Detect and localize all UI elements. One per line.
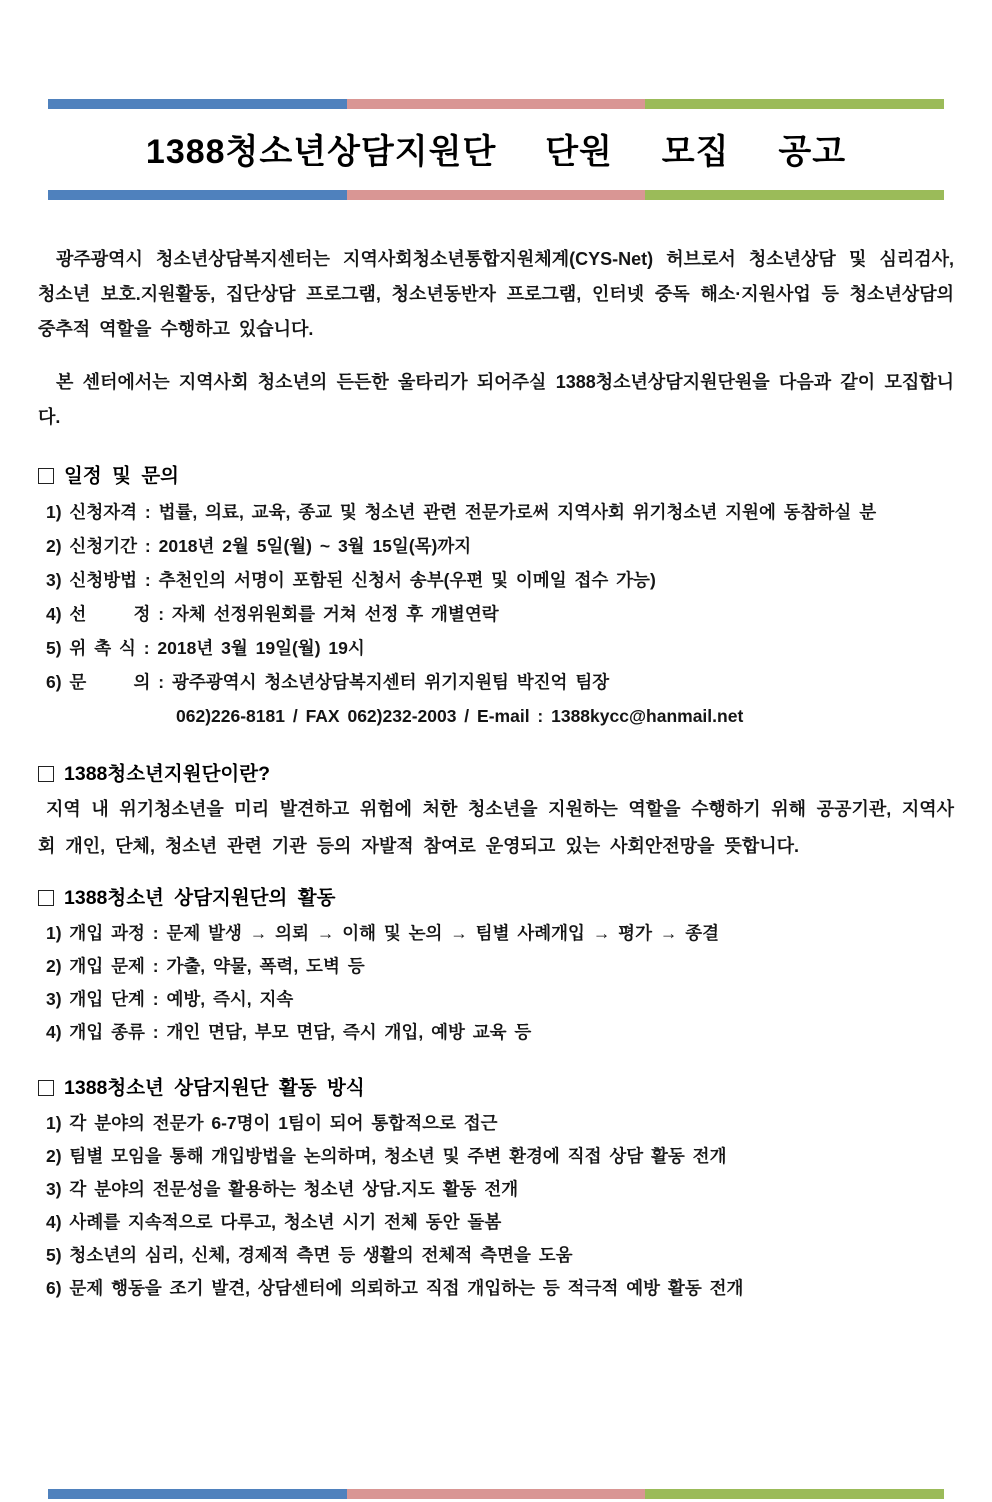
section-header-methods — [38, 1073, 954, 1103]
header-accent-bar-top — [48, 99, 944, 109]
checkbox-square-icon — [38, 766, 54, 782]
list-item: 2) 신청기간 : 2018년 2월 5일(월) ~ 3월 15일(목)까지 — [46, 536, 472, 556]
contact-info-line: 062)226-8181 / FAX 062)232-2003 / E-mail : 1388kycc@hanmail.net — [176, 706, 744, 726]
section-title: 일정 및 문의 — [64, 465, 180, 487]
bar-segment-blue — [48, 1489, 347, 1499]
bar-segment-green — [645, 190, 944, 200]
list-item: 5) 청소년의 심리, 신체, 경제적 측면 등 생활의 전체적 측면을 도움 — [46, 1245, 573, 1265]
list-item: 3) 각 분야의 전문성을 활용하는 청소년 상담.지도 활동 전개 — [46, 1179, 519, 1199]
schedule-list — [38, 495, 954, 733]
list-item: 4) 사례를 지속적으로 다루고, 청소년 시기 전체 동안 돌봄 — [46, 1212, 502, 1232]
bar-segment-pink — [347, 1489, 646, 1499]
bar-segment-green — [645, 1489, 944, 1499]
list-item: 6) 문제 행동을 조기 발견, 상담센터에 의뢰하고 직접 개입하는 등 적극적 예방 활동 전개 — [46, 1278, 744, 1298]
methods-list — [38, 1107, 954, 1305]
document-body — [0, 242, 992, 1305]
section-title: 1388청소년 상담지원단의 활동 — [64, 887, 336, 909]
section-title: 1388청소년지원단이란? — [64, 763, 270, 785]
about-paragraph: 지역 내 위기청소년을 미리 발견하고 위험에 처한 청소년을 지원하는 역할을 수행하기 위해 공공기관, 지역사회 개인, 단체, 청소년 관련 기관 등의 자발적 참여로 운영되고 있는 사회안전망을 뜻합니다. — [38, 799, 954, 856]
page-title: 1388청소년상담지원단 단원 모집 공고 — [145, 133, 847, 171]
list-item: 3) 신청방법 : 추천인의 서명이 포함된 신청서 송부(우편 및 이메일 접수 가능) — [46, 570, 656, 590]
bar-segment-green — [645, 99, 944, 109]
list-item: 3) 개입 단계 : 예방, 즉시, 지속 — [46, 989, 294, 1009]
list-item: 1) 신청자격 : 법률, 의료, 교육, 종교 및 청소년 관련 전문가로써 지역사회 위기청소년 지원에 동참하실 분 — [46, 502, 877, 522]
bar-segment-pink — [347, 190, 646, 200]
intro-paragraph-1: 광주광역시 청소년상담복지센터는 지역사회청소년통합지원체계(CYS-Net) 허브로서 청소년상담 및 심리검사, 청소년 보호.지원활동, 집단상담 프로그램, 청소년동반자 프로그램, 인터넷 중독 해소·지원사업 등 청소년상담의 중추적 역할을 수행하고 있습니다. — [38, 249, 964, 339]
list-item: 1) 개입 과정 : 문제 발생 → 의뢰 → 이해 및 논의 → 팀별 사례개입 → 평가 → 종결 — [46, 923, 720, 943]
header-accent-bar-bottom — [48, 190, 944, 200]
list-item: 1) 각 분야의 전문가 6-7명이 1팀이 되어 통합적으로 접근 — [46, 1113, 498, 1133]
footer-accent-bar — [48, 1489, 944, 1499]
section-title: 1388청소년 상담지원단 활동 방식 — [64, 1077, 365, 1099]
checkbox-square-icon — [38, 468, 54, 484]
bar-segment-blue — [48, 190, 347, 200]
bar-segment-pink — [347, 99, 646, 109]
checkbox-square-icon — [38, 1080, 54, 1096]
section-header-activities — [38, 883, 954, 913]
list-item: 4) 개입 종류 : 개인 면담, 부모 면담, 즉시 개입, 예방 교육 등 — [46, 1022, 532, 1042]
checkbox-square-icon — [38, 890, 54, 906]
intro-paragraph-2: 본 센터에서는 지역사회 청소년의 든든한 울타리가 되어주실 1388청소년상담지원단원을 다음과 같이 모집합니다. — [38, 372, 954, 427]
list-item: 4) 선 정 : 자체 선정위원회를 거쳐 선정 후 개별연락 — [46, 604, 499, 624]
section-header-schedule — [38, 461, 954, 491]
list-item: 2) 팀별 모임을 통해 개입방법을 논의하며, 청소년 및 주변 환경에 직접 상담 활동 전개 — [46, 1146, 727, 1166]
section-header-about — [38, 759, 954, 789]
list-item: 2) 개입 문제 : 가출, 약물, 폭력, 도벽 등 — [46, 956, 365, 976]
bar-segment-blue — [48, 99, 347, 109]
list-item: 5) 위 촉 식 : 2018년 3월 19일(월) 19시 — [46, 638, 365, 658]
activities-list — [38, 917, 954, 1049]
list-item: 6) 문 의 : 광주광역시 청소년상담복지센터 위기지원팀 박진억 팀장 — [46, 672, 610, 692]
